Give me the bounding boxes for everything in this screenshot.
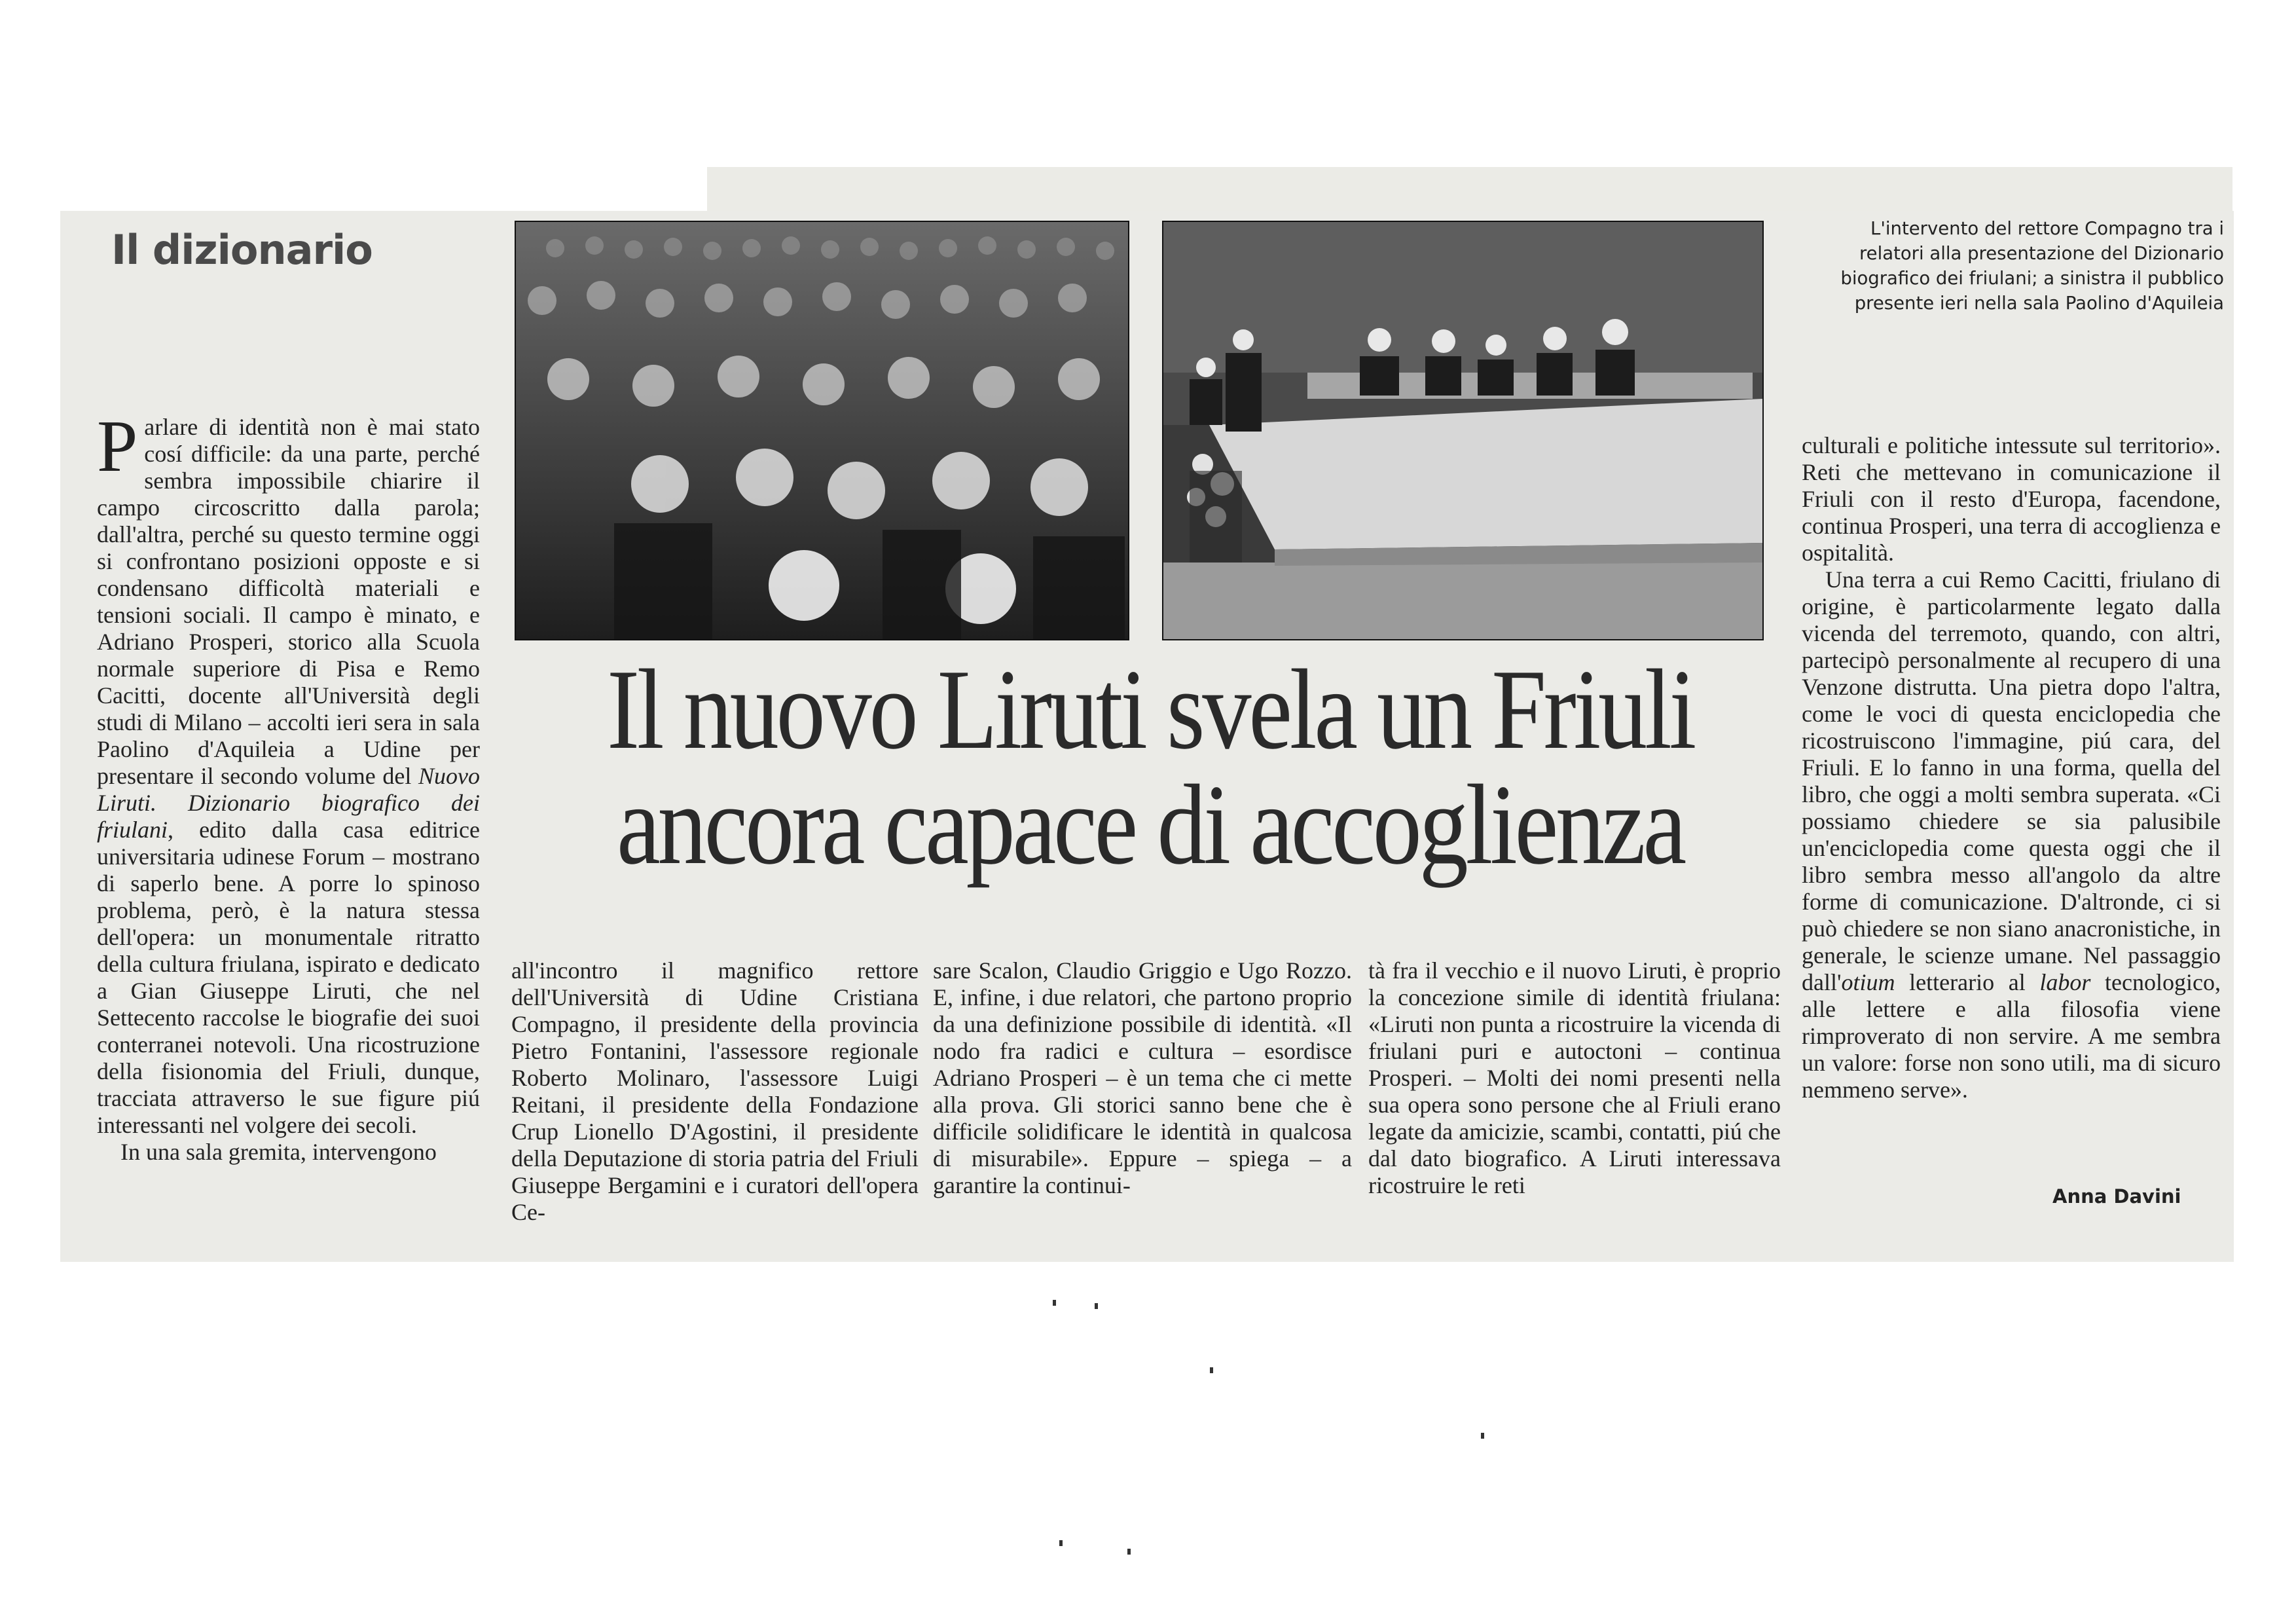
column-5-paragraph-2-a: Una terra a cui Remo Cacitti, friulano di origine, è particolarmente legato dalla vicenda del terremoto, quando, con altri, partecipò personalmente al recupero di una Venzone distrutta. Una pietra dopo l'altra, come le voci di questa enciclopedia che ricostruiscono l'immagine, piú cara, del Friuli. E lo fanno in una forma, quella del libro, che oggi a molti sembra superata. «Ci possiamo chiedere se sia palusibile un'enciclopedia come questa oggi che il libro sembra messo all'angolo da altre forme di comunicazione. D'altronde, ci si può chiedere se non siano anacronistiche, in generale, le scienze umane. Nel passaggio dall' bbox=[1802, 566, 2221, 995]
article-column-5 bbox=[1802, 432, 2221, 1103]
article-column-2 bbox=[511, 957, 919, 1226]
scan-speck bbox=[1127, 1549, 1131, 1555]
scan-speck bbox=[1210, 1367, 1213, 1373]
italic-labor: labor bbox=[2039, 969, 2091, 995]
scan-speck bbox=[1481, 1433, 1484, 1439]
section-kicker: Il dizionario bbox=[111, 226, 373, 274]
column-5-paragraph-2 bbox=[1802, 566, 2221, 1103]
drop-cap: P bbox=[97, 406, 138, 487]
column-1-paragraph-1-start: arlare di identità non è mai stato cosí difficile: da una parte, perché sembra impossibile chiarire il campo circoscritto dalla parola; dall'altra, perché su questo termine oggi si confrontano posizioni opposte e si condensano difficoltà materiali e tensioni sociali. Il campo è minato, e Adriano Prosperi, storico alla Scuola normale superiore di Pisa e Remo Cacitti, docente all'Università degli studi di Milano – accolti ieri sera in sala Paolino d'Aquileia a Udine per presentare il secondo volume del bbox=[97, 414, 480, 789]
article-column-1 bbox=[97, 406, 480, 1166]
speakers-panel-photo bbox=[1162, 221, 1764, 640]
scan-speck bbox=[1053, 1300, 1056, 1306]
headline bbox=[602, 646, 1700, 888]
scan-speck bbox=[1059, 1540, 1063, 1546]
headline-line-1: Il nuovo Liruti svela un Friuli bbox=[607, 646, 1694, 773]
article-column-3 bbox=[933, 957, 1352, 1199]
photo-caption: L'intervento del rettore Compagno tra i relatori alla presentazione del Dizionario biografico dei friulani; a sinistra il pubblico presente ieri nella sala Paolino d'Aquileia bbox=[1840, 218, 2224, 314]
scan-speck bbox=[1095, 1303, 1098, 1309]
headline-line-2: ancora capace di accoglienza bbox=[617, 761, 1684, 888]
column-1-paragraph-1-end: , edito dalla casa editrice universitaria udinese Forum – mostrano di saperlo bene. A porre lo spinoso problema, però, è la natura stessa dell'opera: un monumentale ritratto della cultura friulana, ispirato e dedicato a Gian Giuseppe Liruti, che nel Settecento raccolse le biografie dei suoi conterranei notevoli. Una ricostruzione della fisionomia del Friuli, dunque, tracciata attraverso le sue figure piú interessanti nel volgere dei secoli. bbox=[97, 817, 480, 1138]
article-column-4 bbox=[1368, 957, 1781, 1199]
column-4-text: tà fra il vecchio e il nuovo Liruti, è proprio la concezione simile di identità friulana: «Liruti non punta a ricostruire la vicenda di friulani puri e autoctoni – continua Prosperi. – Molti dei nomi presenti nella sua opera sono persone che al Friuli erano legate da amicizie, scambi, contatti, piú che dal dato biografico. A Liruti interessava ricostruire le reti bbox=[1368, 957, 1781, 1198]
column-5-paragraph-2-b: letterario al bbox=[1895, 969, 2040, 995]
column-5-paragraph-2-c: tecnologico, alle lettere e alla filosofia viene rimproverato di non servire. A me sembra un valore: forse non sono utili, ma di sicuro nemmeno serve». bbox=[1802, 969, 2221, 1103]
italic-otium: otium bbox=[1841, 969, 1895, 995]
book-title: Nuovo Liruti. Dizionario biografico dei friulani bbox=[97, 763, 480, 843]
audience-photo bbox=[515, 221, 1129, 640]
column-3-text: sare Scalon, Claudio Griggio e Ugo Rozzo. E, infine, i due relatori, che partono proprio da una definizione possibile di identità. «Il nodo fra radici e cultura – esordisce Adriano Prosperi – è un tema che ci mette alla prova. Gli storici sanno bene che è difficile solidificare le identità in qualcosa di misurabile». Eppure – spiega – a garantire la continui- bbox=[933, 957, 1352, 1198]
column-2-text: all'incontro il magnifico rettore dell'Università di Udine Cristiana Compagno, il presidente della provincia Pietro Fontanini, l'assessore regionale Roberto Molinaro, l'assessore Luigi Reitani, il presidente della Fondazione Crup Lionello D'Agostini, il presidente della Deputazione di storia patria del Friuli Giuseppe Bergamini e i curatori dell'opera Ce- bbox=[511, 957, 919, 1225]
byline: Anna Davini bbox=[2052, 1185, 2181, 1208]
column-5-paragraph-1: culturali e politiche intessute sul territorio». Reti che mettevano in comunicazione il Friuli con il resto d'Europa, facendone, continua Prosperi, una terra di accoglienza e ospitalità. bbox=[1802, 432, 2221, 566]
column-1-paragraph-2: In una sala gremita, intervengono bbox=[120, 1139, 437, 1165]
